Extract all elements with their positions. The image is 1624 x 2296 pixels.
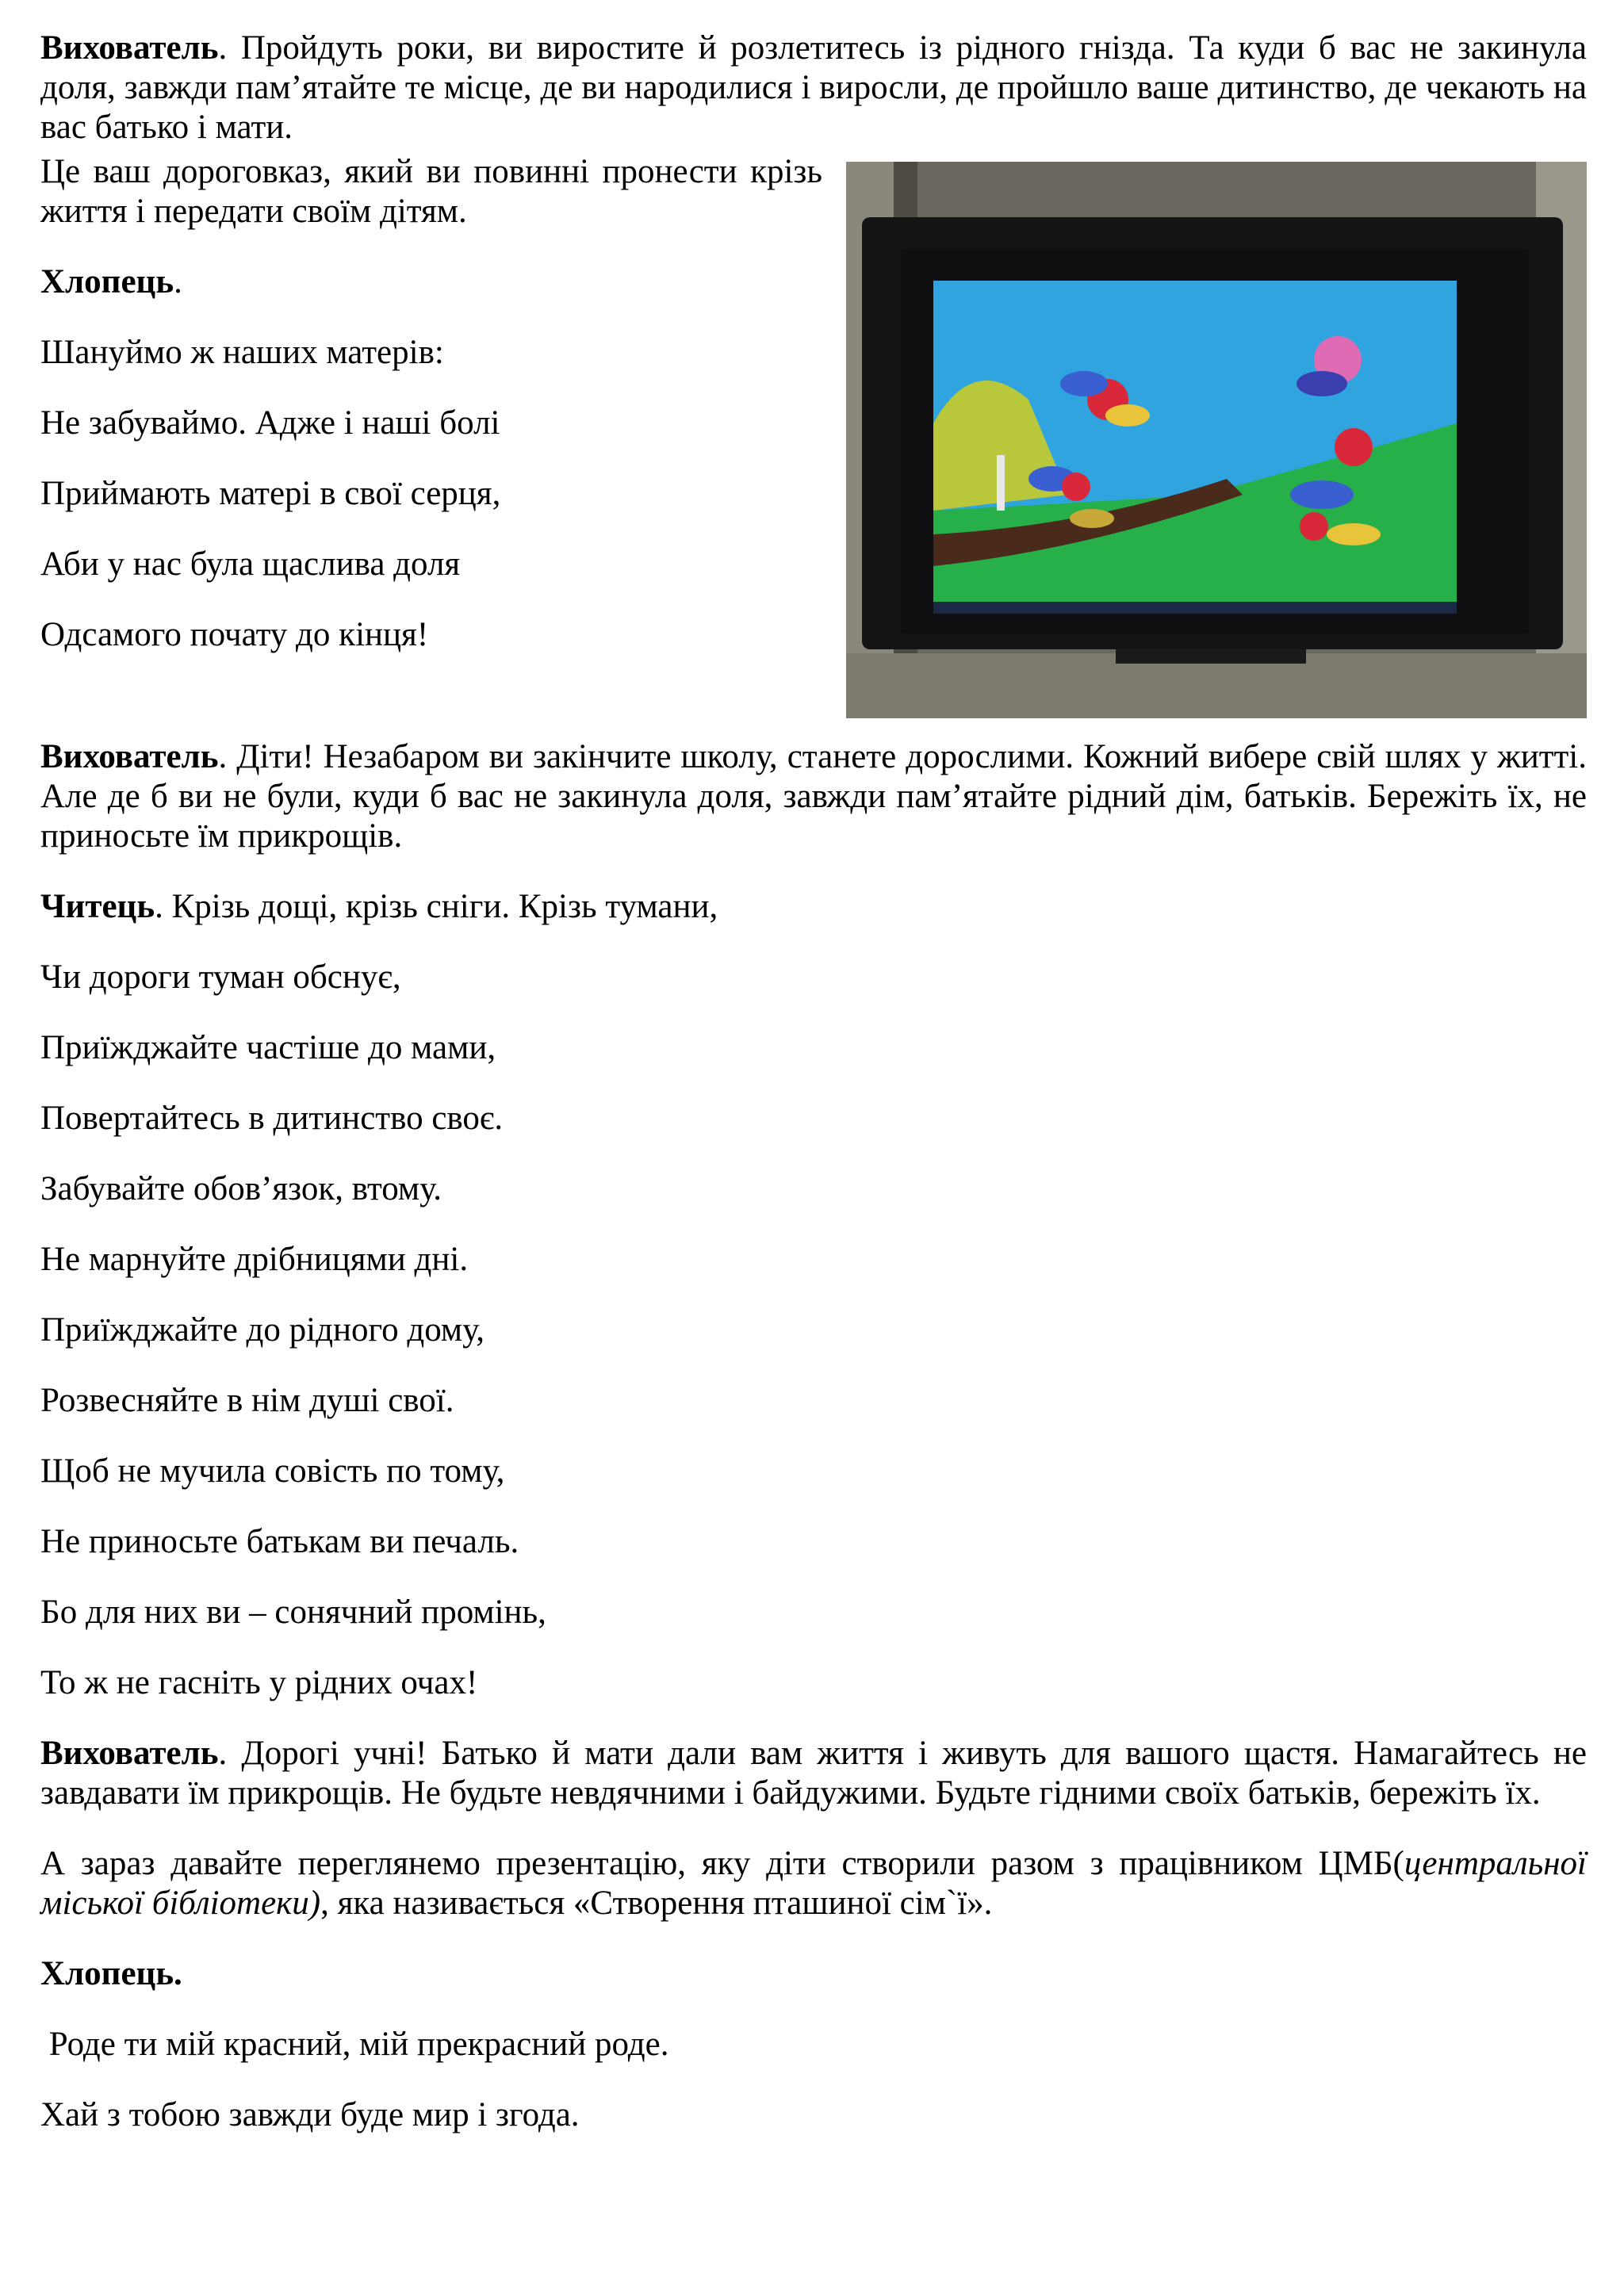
presentation-text-before: А зараз давайте переглянемо презентацію, яку діти створили разом з працівником ЦМБ( xyxy=(40,1845,1404,1882)
poem1-line: Шануймо ж наших матерів: xyxy=(40,334,444,371)
speaker-name: Вихователь xyxy=(40,29,219,67)
paragraph-intro xyxy=(40,29,1587,147)
tv-screen-image xyxy=(846,162,1587,718)
paragraph-text: Дорогі учні! Батько й мати дали вам життя і живуть для вашого щастя. Намагайтесь не завдавати їм прикрощів. Не будьте невдячними і байдужими. Будьте гідними своїх батьків, бережіть їх. xyxy=(40,1735,1587,1812)
poem2-line: Забувайте обов’язок, втому. xyxy=(40,1170,442,1207)
poem2-line: Приїжджайте частіше до мами, xyxy=(40,1029,496,1066)
boy-heading-2 xyxy=(40,1954,1587,1994)
paragraph-second xyxy=(40,737,1587,856)
paragraph-presentation xyxy=(40,1844,1587,1923)
poem2-line: Щоб не мучила совість по тому, xyxy=(40,1452,505,1490)
presentation-text-italic: центральної міської бібліотеки) xyxy=(40,1845,1587,1922)
paragraph-text: Діти! Незабаром ви закінчите школу, станете дорослими. Кожний вибере свій шлях у житті. Але де б ви не були, куди б вас не закинула доля, завжди пам’ятайте рідний дім, батьків. Бережіть їх, не приносьте їм прикрощів. xyxy=(40,738,1587,855)
speaker-name: Читець xyxy=(40,888,155,925)
paragraph-text: Пройдуть роки, ви виростите й розлетитесь із рідного гнізда. Та куди б вас не закинула доля, завжди пам’ятайте те місце, де ви народилися і виросли, де пройшло ваше дитинство, де чекають на вас батько і мати. xyxy=(40,29,1587,146)
poem1-line: Не забуваймо. Адже і наші болі xyxy=(40,404,500,442)
speaker-name: Вихователь xyxy=(40,738,219,775)
speaker-separator: . xyxy=(174,263,182,300)
poem2-line: Розвесняйте в нім душі свої. xyxy=(40,1382,454,1419)
speaker-separator: . xyxy=(218,738,228,775)
poem3-line: Роде ти мій красний, мій прекрасний роде. xyxy=(40,2026,669,2063)
poem2-line: То ж не гасніть у рідних очах! xyxy=(40,1664,478,1701)
paragraph-third xyxy=(40,1734,1587,1813)
poem2-line: Не приносьте батькам ви печаль. xyxy=(40,1523,519,1560)
speaker-name: Вихователь xyxy=(40,1735,219,1772)
poem1-line: Аби у нас була щаслива доля xyxy=(40,545,461,583)
poem2-line: Приїжджайте до рідного дому, xyxy=(40,1311,485,1349)
poem1-line: Одсамого почату до кінця! xyxy=(40,616,429,653)
speaker-separator: . xyxy=(155,888,163,925)
presentation-text-after: , яка називається «Створення пташиної сім`ї». xyxy=(320,1885,993,1922)
poem2-line: Не марнуйте дрібницями дні. xyxy=(40,1241,469,1278)
reader-line xyxy=(40,887,1587,927)
poem2-line: Чи дороги туман обснує, xyxy=(40,959,401,996)
poem2-line: Повертайтесь в дитинство своє. xyxy=(40,1100,504,1137)
paragraph-guide: Це ваш дороговказ, який ви повинні пронести крізь життя і передати своїм дітям. xyxy=(40,153,822,230)
tv-photo xyxy=(846,162,1587,718)
document-page xyxy=(40,29,1587,2166)
speaker-name: Хлопець. xyxy=(40,1955,182,1992)
speaker-name: Хлопець xyxy=(40,263,174,300)
speaker-separator: . xyxy=(218,29,228,67)
poem2-first-line: Крізь дощі, крізь сніги. Крізь тумани, xyxy=(163,888,718,925)
speaker-separator: . xyxy=(218,1735,228,1772)
first-block xyxy=(40,29,1587,737)
poem3-line: Хай з тобою завжди буде мир і згода. xyxy=(40,2096,580,2133)
poem1-line: Приймають матері в свої серця, xyxy=(40,475,501,512)
poem2-line: Бо для них ви – сонячний промінь, xyxy=(40,1594,546,1631)
